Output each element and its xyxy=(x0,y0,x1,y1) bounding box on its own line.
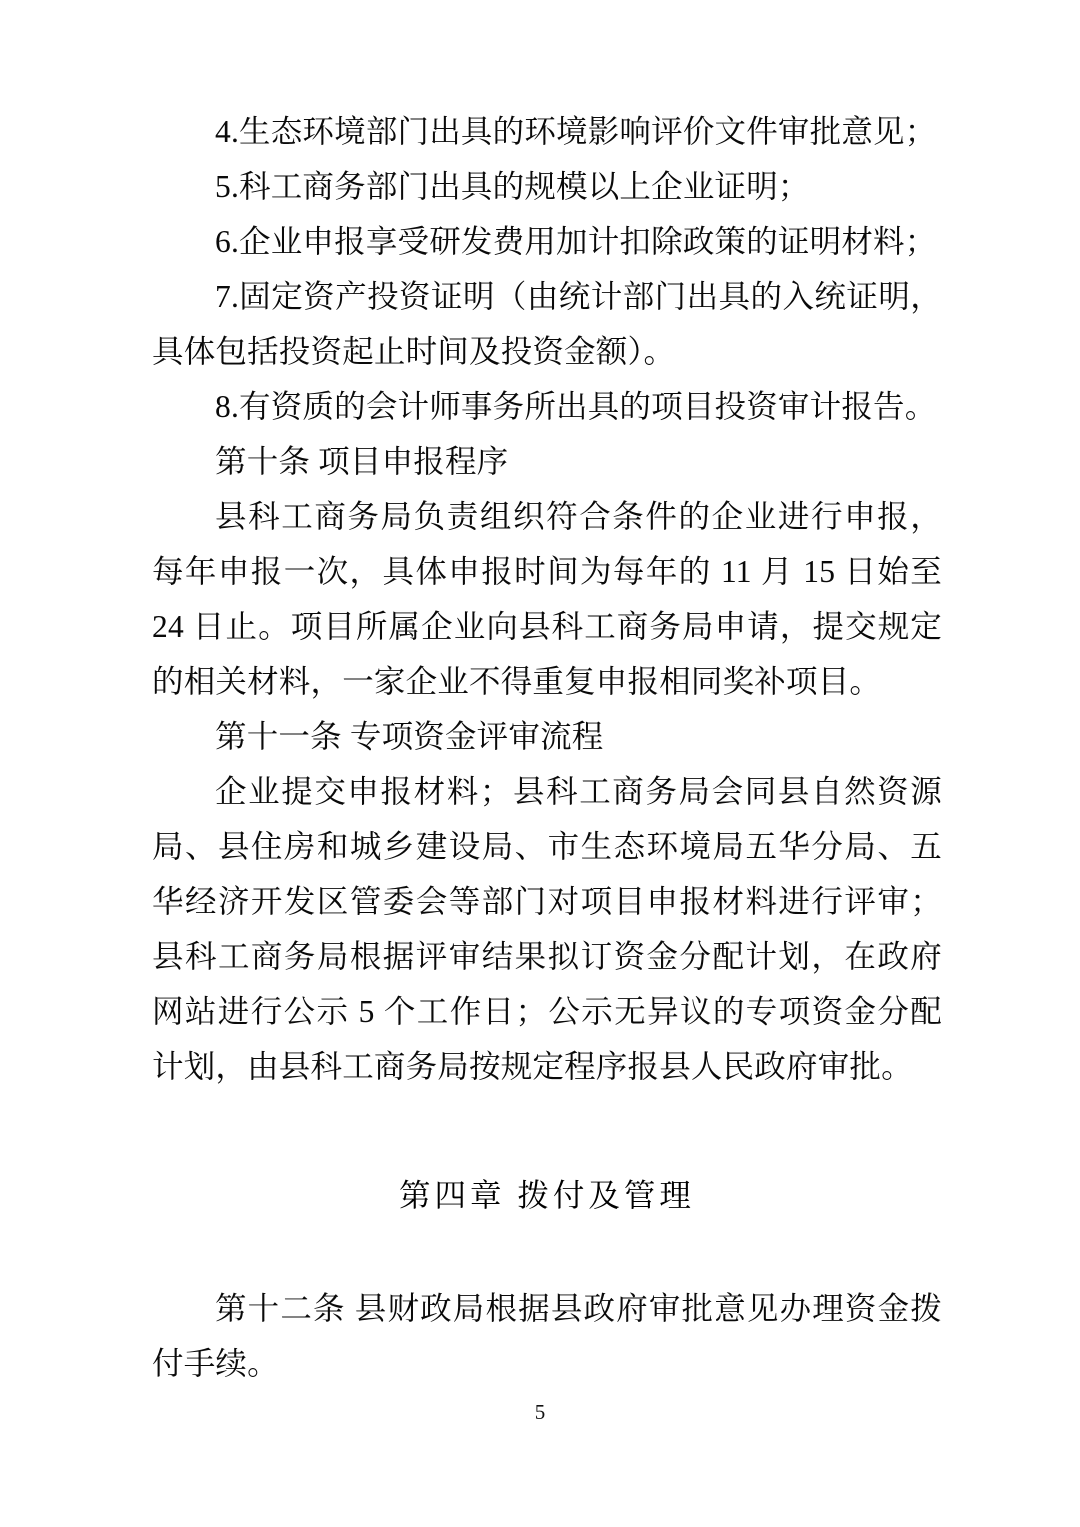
page-number: 5 xyxy=(534,1400,546,1424)
article-paragraph: 第十二条 县财政局根据县政府审批意见办理资金拨付手续。 xyxy=(152,1291,942,1381)
article-paragraph: 县科工商务局负责组织符合条件的企业进行申报，每年申报一次，具体申报时间为每年的 11 月 15 日始至 24 日止。项目所属企业向县科工商务局申请，提交规定的相关材料，一家企业不得重复申报相同奖补项目。 xyxy=(152,499,942,699)
article-heading: 第十条 项目申报程序 xyxy=(215,444,509,479)
list-item: 5.科工商务部门出具的规模以上企业证明； xyxy=(215,169,810,204)
list-item: 4.生态环境部门出具的环境影响评价文件审批意见； xyxy=(215,114,937,149)
section-spacer xyxy=(152,1223,942,1281)
document-body xyxy=(152,104,942,1391)
article-paragraph: 企业提交申报材料；县科工商务局会同县自然资源局、县住房和城乡建设局、市生态环境局五华分局、五华经济开发区管委会等部门对项目申报材料进行评审；县科工商务局根据评审结果拟订资金分配计划，在政府网站进行公示 5 个工作日；公示无异议的专项资金分配计划，由县科工商务局按规定程序报县人民政府审批。 xyxy=(152,774,942,1084)
article-heading: 第十一条 专项资金评审流程 xyxy=(215,719,604,754)
section-spacer xyxy=(152,1094,942,1168)
list-item: 6.企业申报享受研发费用加计扣除政策的证明材料； xyxy=(215,224,937,259)
list-item: 8.有资质的会计师事务所出具的项目投资审计报告。 xyxy=(215,389,937,424)
list-item: 7.固定资产投资证明（由统计部门出具的入统证明，具体包括投资起止时间及投资金额）。 xyxy=(152,279,942,369)
chapter-heading: 第四章 拨付及管理 xyxy=(399,1178,695,1213)
